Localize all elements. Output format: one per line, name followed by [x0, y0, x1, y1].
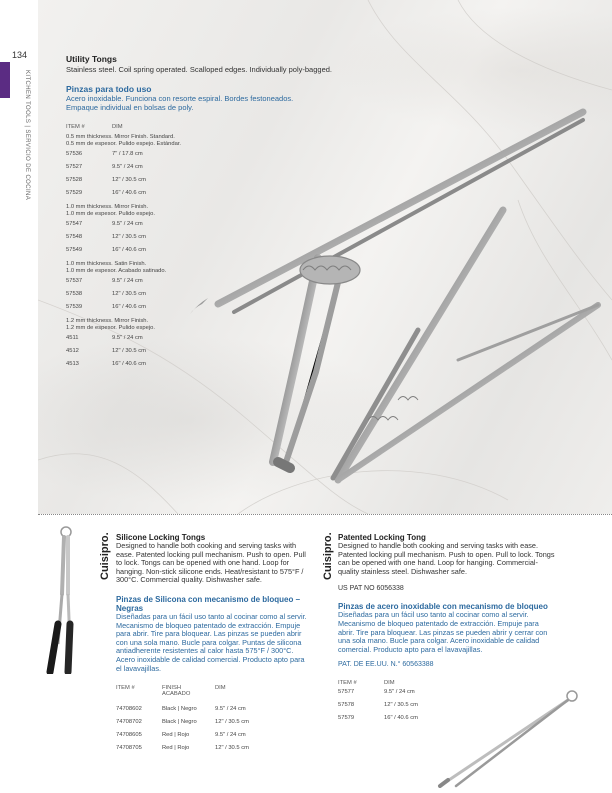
- table-row: [66, 187, 336, 200]
- item-number: 74708602: [116, 706, 142, 713]
- silicone-tongs-description-es: Diseñadas para un fácil uso tanto al cocinar como al servir. Mecanismo de bloqueo patentado de extracción. Empuje para abrir. Tire para bloquear. Las pinzas se pueden abrir con una sola mano. Bucle para colgar. Puntas de silicona antiadherente resistentes al calor hasta 575°F / 300°C. Acero inoxidable de calidad comercial. Producto apto para el lavavajillas.: [116, 611, 307, 673]
- item-dimension: 16" / 40.6 cm: [384, 715, 418, 722]
- patent-number-es: PAT. DE EE.UU. N.° 60563388: [338, 661, 434, 669]
- item-finish: Red | Rojo: [162, 745, 190, 752]
- table-row: [66, 244, 336, 257]
- item-number: 57536: [66, 151, 83, 157]
- item-number: 74708605: [116, 732, 142, 739]
- item-number: 57549: [66, 247, 83, 253]
- column-header-item: ITEM #: [66, 124, 85, 130]
- column-header-finish-en: FINISH: [162, 685, 182, 692]
- table-row: [116, 703, 312, 716]
- item-finish: Black | Negro: [162, 706, 197, 713]
- patented-tong-title: Patented Locking Tong: [338, 533, 426, 542]
- section-tab-marker: [0, 62, 10, 98]
- column-header-finish: [162, 685, 215, 697]
- column-header-item: ITEM #: [116, 685, 135, 692]
- utility-tongs-title-es: Pinzas para todo uso: [66, 84, 152, 94]
- item-number: 74708702: [116, 719, 142, 726]
- silicone-table-header: [116, 685, 312, 697]
- silicone-tong-image: [28, 524, 88, 674]
- item-dimension: 16" / 40.6 cm: [112, 304, 146, 310]
- item-number: 57538: [66, 291, 83, 297]
- item-number: 57548: [66, 234, 83, 240]
- column-header-finish-es: ACABADO: [162, 691, 191, 698]
- item-number: 57579: [338, 715, 355, 722]
- column-header-dim: DIM: [112, 124, 123, 130]
- item-dimension: 7" / 17.8 cm: [112, 151, 143, 157]
- group-note-en: 0.5 mm thickness. Mirror Finish. Standard.: [66, 134, 175, 140]
- group-note: [66, 261, 336, 275]
- table-row: [66, 148, 336, 161]
- table-row: [66, 174, 336, 187]
- utility-tongs-description-es-line1: Acero inoxidable. Funciona con resorte espiral. Bordes festoneados.: [66, 94, 294, 103]
- item-dimension: 9.5" / 24 cm: [215, 706, 246, 713]
- item-dimension: 16" / 40.6 cm: [112, 190, 146, 196]
- utility-tongs-description: Stainless steel. Coil spring operated. Scalloped edges. Individually poly-bagged.: [66, 65, 332, 74]
- item-number: 4511: [66, 335, 79, 341]
- patented-tong-image: [436, 688, 582, 788]
- group-note: [66, 134, 336, 148]
- utility-tongs-info: [66, 54, 336, 371]
- item-finish: Black | Negro: [162, 719, 197, 726]
- table-row: [116, 742, 312, 755]
- utility-table-header: [66, 124, 336, 130]
- item-dimension: 12" / 30.5 cm: [215, 745, 249, 752]
- group-note: [66, 204, 336, 218]
- group-note-en: 1.2 mm thickness. Mirror Finish.: [66, 318, 149, 324]
- utility-tongs-title: Utility Tongs: [66, 54, 117, 64]
- group-note-es: 1.0 mm de espesor. Pulido espejo.: [66, 211, 155, 217]
- item-number: 57527: [66, 164, 83, 170]
- item-number: 57578: [338, 702, 355, 709]
- section-side-label-text: KITCHEN TOOLS | SERVICIO DE COCINA: [24, 70, 30, 201]
- table-row: [66, 275, 336, 288]
- table-row: [66, 358, 336, 371]
- table-row: [66, 288, 336, 301]
- item-dimension: 9.5" / 24 cm: [112, 335, 143, 341]
- group-note: [66, 318, 336, 332]
- table-row: [66, 332, 336, 345]
- group-note-es: 1.0 mm de espesor. Acabado satinado.: [66, 268, 167, 274]
- table-row: [66, 345, 336, 358]
- item-dimension: 9.5" / 24 cm: [112, 221, 143, 227]
- item-number: 74708705: [116, 745, 142, 752]
- item-number: 57528: [66, 177, 83, 183]
- item-number: 57577: [338, 689, 355, 696]
- patent-number: US PAT NO 6056338: [338, 585, 404, 593]
- item-number: 4512: [66, 348, 79, 354]
- group-note-en: 1.0 mm thickness. Satin Finish.: [66, 261, 147, 267]
- item-dimension: 16" / 40.6 cm: [112, 361, 146, 367]
- item-dimension: 12" / 30.5 cm: [112, 234, 146, 240]
- table-row: [116, 729, 312, 742]
- item-number: 4513: [66, 361, 79, 367]
- table-row: [66, 231, 336, 244]
- item-number: 57539: [66, 304, 83, 310]
- group-note-es: 0.5 mm de espesor. Pulido espejo. Estándar.: [66, 141, 182, 147]
- tong-v-shape: [333, 210, 598, 480]
- item-number: 57547: [66, 221, 83, 227]
- item-dimension: 12" / 30.5 cm: [112, 177, 146, 183]
- item-dimension: 12" / 30.5 cm: [384, 702, 418, 709]
- column-header-item: ITEM #: [338, 680, 357, 687]
- item-dimension: 12" / 30.5 cm: [215, 719, 249, 726]
- group-note-en: 1.0 mm thickness. Mirror Finish.: [66, 204, 149, 210]
- item-dimension: 9.5" / 24 cm: [112, 278, 143, 284]
- patented-tong-description-es: Diseñadas para un fácil uso tanto al cocinar como al servir. Mecanismo de bloqueo patentado de extracción. Empuje para abrir. Tire para bloquear. Las pinzas se pueden abrir y cerrar con una sola mano. Bucle para colgar. Acero inoxidable de calidad comercial. Producto apto para el lavavajillas.: [338, 610, 548, 654]
- silicone-tongs-description: Designed to handle both cooking and serving tasks with ease. Patented locking pull mechanism. Push to open. Pull to lock. Tongs can be opened with one hand. Loop for hanging. Non-stick silicone ends. Heat/resistant to 575°F / 300°C. Commercial quality. Dishwasher safe.: [116, 541, 306, 585]
- column-header-dim: DIM: [215, 685, 226, 692]
- item-dimension: 9.5" / 24 cm: [215, 732, 246, 739]
- patented-tong-title-es: Pinzas de acero inoxidable con mecanismo de bloqueo: [338, 602, 548, 612]
- silicone-tongs-title: Silicone Locking Tongs: [116, 533, 206, 542]
- table-row: [66, 301, 336, 314]
- page-number: 134: [12, 50, 28, 60]
- cuisipro-logo: Cuisipro.: [322, 532, 334, 580]
- item-number: 57529: [66, 190, 83, 196]
- group-note-es: 1.2 mm de espesor. Pulido espejo.: [66, 325, 155, 331]
- item-dimension: 16" / 40.6 cm: [112, 247, 146, 253]
- hero-photo: [38, 0, 612, 514]
- item-dimension: 12" / 30.5 cm: [112, 348, 146, 354]
- table-row: [116, 716, 312, 729]
- cuisipro-logo: Cuisipro.: [99, 532, 111, 580]
- utility-tongs-description-es-line2: Empaque individual en bolsas de poly.: [66, 103, 194, 112]
- silicone-tongs-title-es: Pinzas de Silicona con mecanismo de bloqueo – Negras: [116, 594, 301, 613]
- column-header-dim: DIM: [384, 680, 395, 687]
- table-row: [66, 218, 336, 231]
- section-side-label: [20, 70, 32, 260]
- item-finish: Red | Rojo: [162, 732, 190, 739]
- silicone-tongs-info: [116, 533, 312, 755]
- section-divider: [38, 514, 612, 515]
- item-dimension: 9.5" / 24 cm: [384, 689, 415, 696]
- patented-tong-description: Designed to handle both cooking and serving tasks with ease. Patented locking pull mechanism. Push to open. Pull to lock. Tongs can be opened with one hand. Loop for hanging. Commercial-quality stainless steel. Dishwasher safe.: [338, 541, 555, 576]
- item-dimension: 9.5" / 24 cm: [112, 164, 143, 170]
- item-number: 57537: [66, 278, 83, 284]
- item-dimension: 12" / 30.5 cm: [112, 291, 146, 297]
- table-row: [66, 161, 336, 174]
